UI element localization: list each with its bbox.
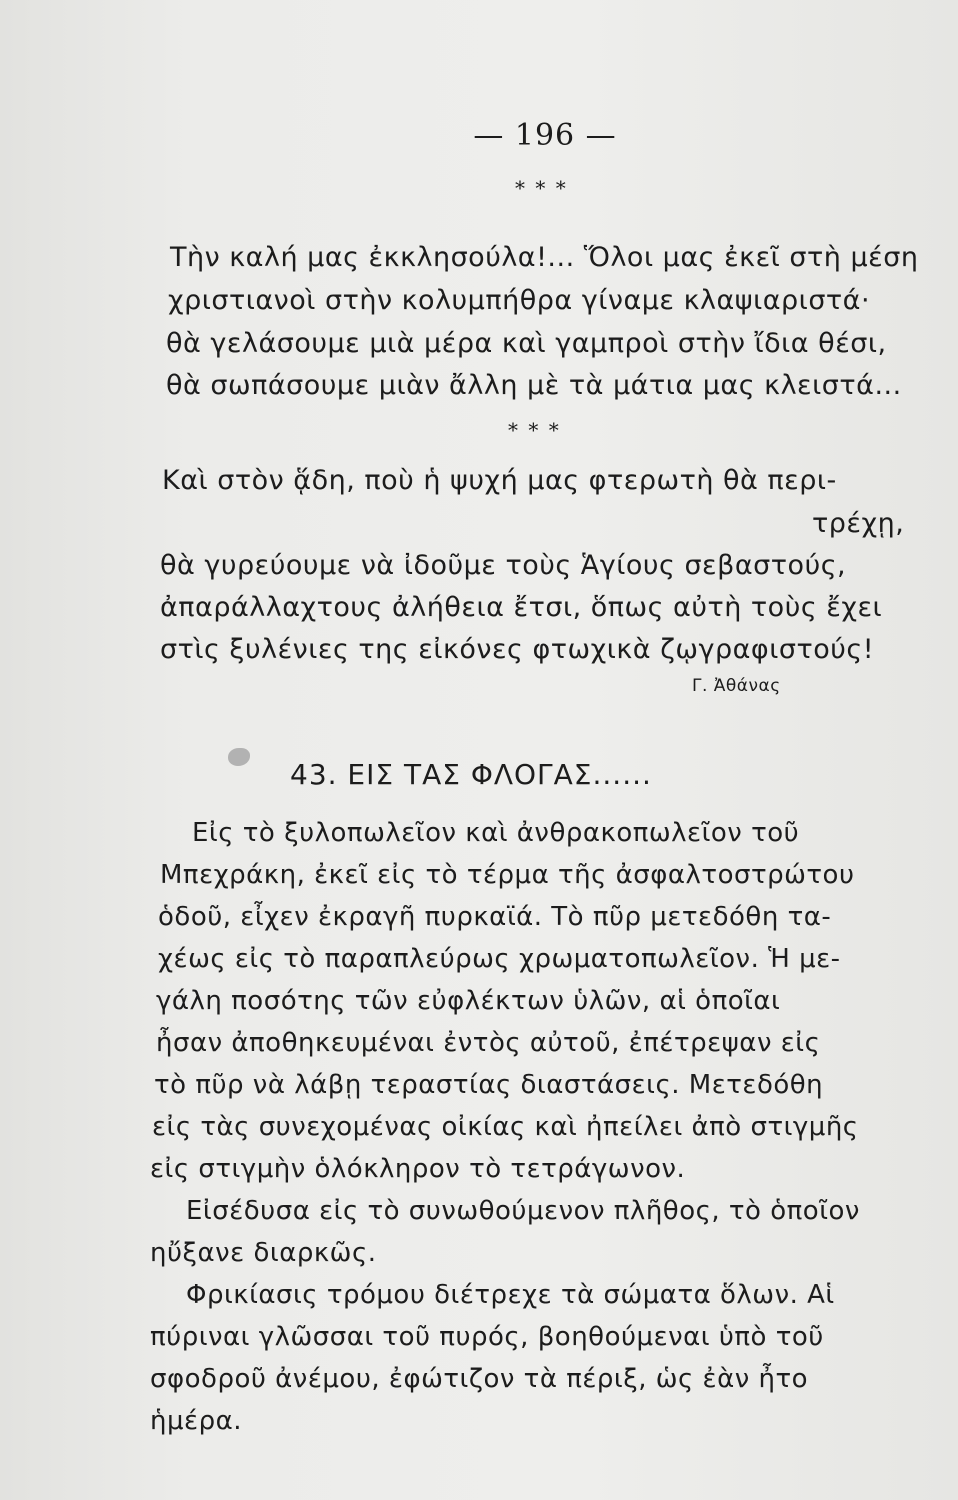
paragraph-line: εἰς τὰς συνεχομένας οἰκίας καὶ ἠπείλει ἀπὸ στιγμῆς — [152, 1112, 859, 1142]
paragraph-line: Εἰς τὸ ξυλοπωλεῖον καὶ ἀνθρακοπωλεῖον τοῦ — [192, 818, 800, 848]
paragraph-line: ἦσαν ἀποθηκευμέναι ἐντὸς αὐτοῦ, ἐπέτρεψαν εἰς — [156, 1028, 821, 1058]
page-number: — 196 — — [473, 118, 617, 153]
paragraph-line: σφοδροῦ ἀνέμου, ἐφώτιζον τὰ πέριξ, ὡς ἐὰν ἦτο — [150, 1364, 809, 1394]
poem-line: θὰ σωπάσουμε μιὰν ἄλλη μὲ τὰ μάτια μας κλειστά... — [166, 370, 902, 401]
paragraph-line: ὁδοῦ, εἶχεν ἐκραγῆ πυρκαϊά. Τὸ πῦρ μετεδόθη τα- — [158, 902, 832, 932]
poem-line: θὰ γυρεύουμε νὰ ἰδοῦμε τοὺς Ἁγίους σεβαστούς, — [160, 550, 847, 581]
paragraph-line: πύριναι γλῶσσαι τοῦ πυρός, βοηθούμεναι ὑπὸ τοῦ — [150, 1322, 824, 1352]
poem-line: στὶς ξυλένιες της εἰκόνες φτωχικὰ ζῳγραφιστούς! — [160, 634, 875, 665]
stanza-separator: * * * — [508, 418, 561, 442]
paragraph-line: Φρικίασις τρόμου διέτρεχε τὰ σώματα ὅλων. Αἱ — [186, 1280, 835, 1310]
poem-line-continuation: τρέχῃ, — [812, 508, 905, 539]
poem-line: Τὴν καλή μας ἐκκλησούλα!... Ὅλοι μας ἐκεῖ στὴ μέση — [170, 242, 919, 273]
paragraph-line: Μπεχράκη, ἐκεῖ εἰς τὸ τέρμα τῆς ἀσφαλτοστρώτου — [160, 860, 855, 890]
poem-line: θὰ γελάσουμε μιὰ μέρα καὶ γαμπροὶ στὴν ἴδια θέσι, — [166, 328, 887, 359]
poem-line: χριστιανοὶ στὴν κολυμπήθρα γίναμε κλαψιαριστά· — [168, 285, 871, 316]
poem-author: Γ. Ἀθάνας — [692, 676, 781, 696]
poem-line: Καὶ στὸν ᾅδη, ποὺ ἡ ψυχή μας φτερωτὴ θὰ περι- — [162, 465, 837, 496]
paragraph-line: γάλη ποσότης τῶν εὐφλέκτων ὑλῶν, αἱ ὁποῖαι — [156, 986, 781, 1016]
ink-stain — [228, 748, 250, 766]
paragraph-line: ηὔξανε διαρκῶς. — [150, 1238, 377, 1268]
paragraph-line: Εἰσέδυσα εἰς τὸ συνωθούμενον πλῆθος, τὸ ὁποῖον — [186, 1196, 860, 1226]
section-heading: 43. ΕΙΣ ΤΑΣ ΦΛΟΓΑΣ...... — [290, 758, 652, 791]
poem-line: ἀπαράλλαχτους ἀλήθεια ἔτσι, ὅπως αὐτὴ τοὺς ἔχει — [160, 592, 883, 623]
paragraph-line: εἰς στιγμὴν ὁλόκληρον τὸ τετράγωνον. — [150, 1154, 686, 1184]
paragraph-line: τὸ πῦρ νὰ λάβῃ τεραστίας διαστάσεις. Μετεδόθη — [154, 1070, 824, 1100]
stanza-separator: * * * — [515, 176, 568, 200]
paragraph-line: χέως εἰς τὸ παραπλεύρως χρωματοπωλεῖον. Ἡ με- — [158, 944, 841, 974]
paragraph-line: ἡμέρα. — [150, 1406, 242, 1436]
